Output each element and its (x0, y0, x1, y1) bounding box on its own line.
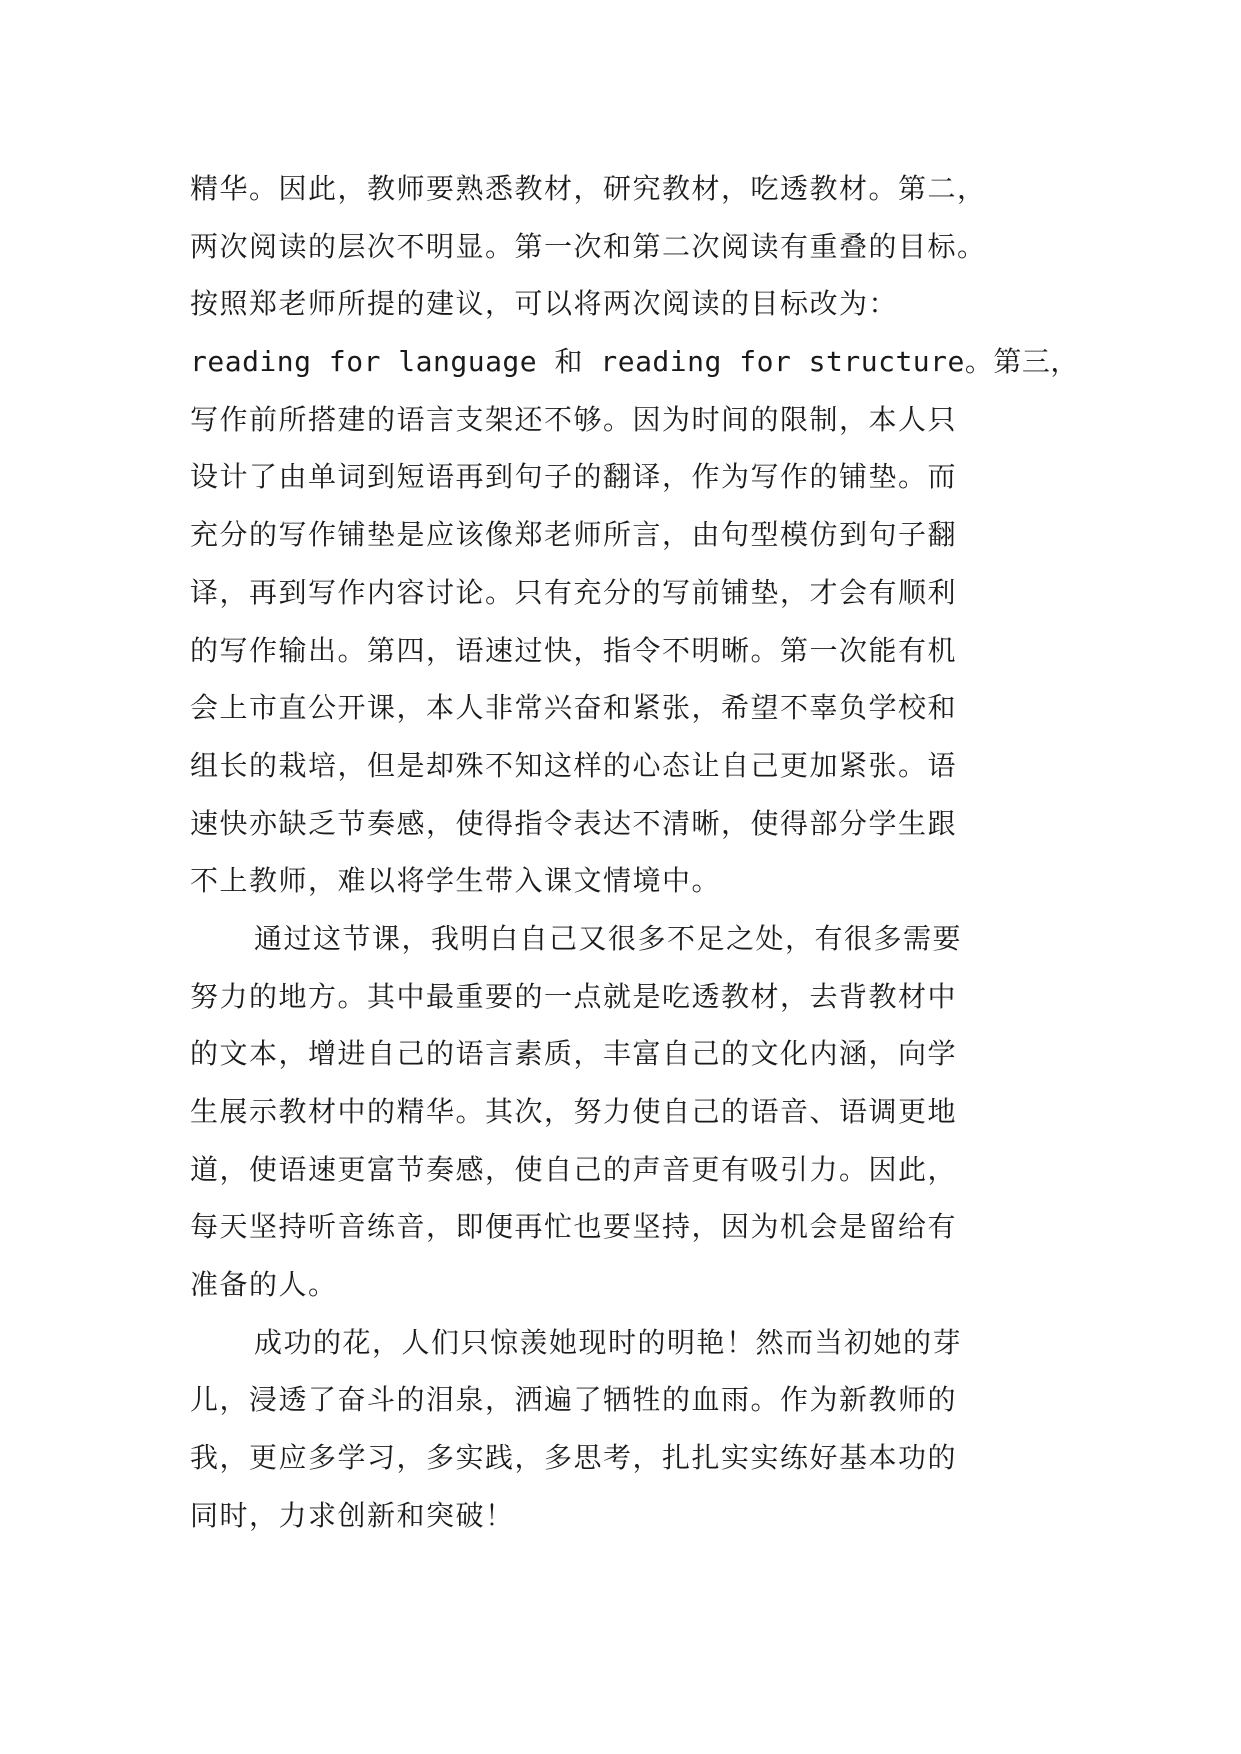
text-line: 会上市直公开课，本人非常兴奋和紧张，希望不辜负学校和 (190, 691, 958, 725)
text-line: 按照郑老师所提的建议，可以将两次阅读的目标改为： (190, 287, 899, 321)
text-line: 译，再到写作内容讨论。只有充分的写前铺垫，才会有顺利 (190, 575, 958, 609)
text-line: 精华。因此，教师要熟悉教材，研究教材，吃透教材。第二， (190, 172, 987, 205)
text-line: 的写作输出。第四，语速过快，指令不明晰。第一次能有机 (190, 633, 958, 667)
text-line: 速快亦缺乏节奏感，使得指令表达不清晰，使得部分学生跟 (190, 806, 958, 840)
text-line: 生展示教材中的精华。其次，努力使自己的语音、语调更地 (190, 1095, 958, 1128)
text-line: 准备的人。 (190, 1268, 338, 1302)
text-line: 的文本，增进自己的语言素质，丰富自己的文化内涵，向学 (190, 1037, 958, 1071)
text-line: 每天坚持听音练音，即便再忙也要坚持，因为机会是留给有 (190, 1210, 958, 1244)
text-line: 两次阅读的层次不明显。第一次和第二次阅读有重叠的目标。 (190, 229, 987, 263)
text-line: 充分的写作铺垫是应该像郑老师所言，由句型模仿到句子翻 (190, 518, 958, 552)
text-line: 努力的地方。其中最重要的一点就是吃透教材，去背教材中 (190, 979, 958, 1013)
paragraph-start-line: 成功的花，人们只惊羡她现时的明艳！然而当初她的芽 (254, 1325, 963, 1359)
text-line: 组长的栽培，但是却殊不知这样的心态让自己更加紧张。语 (190, 748, 958, 782)
text-line: 设计了由单词到短语再到句子的翻译，作为写作的铺垫。而 (190, 460, 958, 494)
text-line: 写作前所搭建的语言支架还不够。因为时间的限制，本人只 (190, 402, 958, 436)
text-line: 道，使语速更富节奏感，使自己的声音更有吸引力。因此， (190, 1152, 958, 1186)
body-text (190, 160, 1090, 1545)
text-line: reading for language 和 reading for structure。第三， (190, 345, 1079, 379)
text-line: 儿，浸透了奋斗的泪泉，洒遍了牺牲的血雨。作为新教师的 (190, 1383, 958, 1417)
text-line: 同时，力求创新和突破！ (190, 1498, 515, 1532)
text-line: 不上教师，难以将学生带入课文情境中。 (190, 864, 722, 898)
paragraph-start-line: 通过这节课，我明白自己又很多不足之处，有很多需要 (254, 921, 963, 955)
text-line: 我，更应多学习，多实践，多思考，扎扎实实练好基本功的 (190, 1441, 958, 1475)
